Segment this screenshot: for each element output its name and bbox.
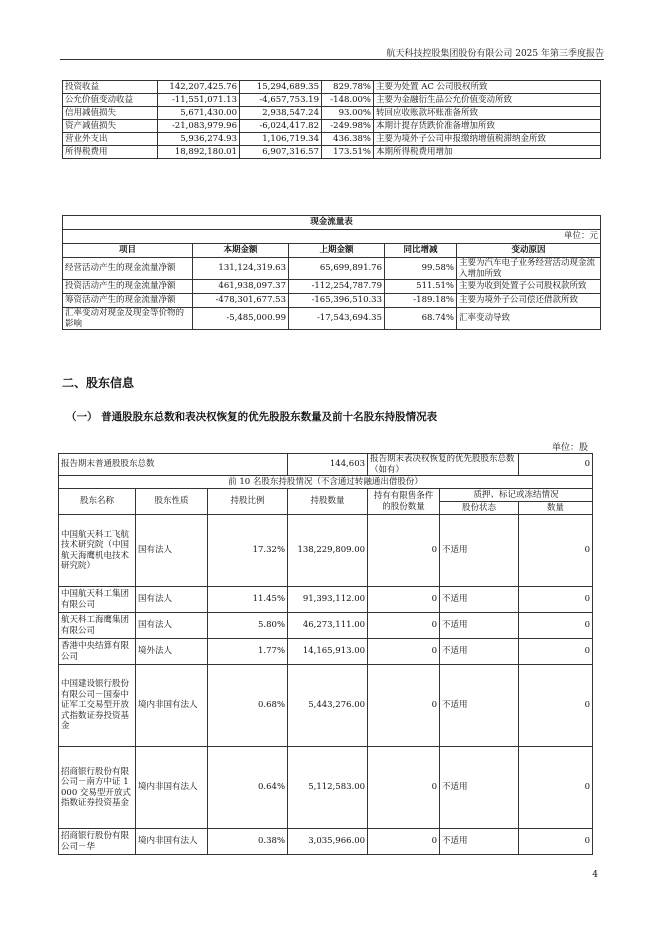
holder-amount: 0	[519, 747, 593, 829]
table-unit-row	[63, 230, 601, 244]
column-header: 上期金额	[289, 244, 385, 258]
holder-status: 不适用	[440, 665, 519, 747]
holder-ratio: 5.80%	[208, 613, 288, 639]
header-divider	[60, 59, 604, 60]
table-title-row	[63, 216, 601, 230]
table-row	[59, 515, 593, 587]
reason-cell: 本期所得税费用增加	[374, 146, 601, 159]
current-cell: -5,485,000.99	[193, 308, 289, 330]
shareholders-table	[58, 453, 593, 855]
holder-status: 不适用	[440, 515, 519, 587]
column-header: 变动原因	[457, 244, 601, 258]
holder-quantity: 46,273,111.00	[288, 613, 368, 639]
holder-name: 香港中央结算有限公司	[59, 639, 136, 665]
unit-label: 单位：股	[551, 443, 588, 453]
holder-ratio: 0.64%	[208, 747, 288, 829]
holder-nature: 境内非国有法人	[136, 665, 208, 747]
previous-cell: -17,543,694.35	[289, 308, 385, 330]
page-header: 航天科技控股集团股份有限公司 2025 年第三季度报告	[386, 49, 604, 59]
column-header: 数量	[519, 502, 593, 515]
subsection-heading: （一） 普通股股东总数和表决权恢复的优先股股东数量及前十名股东持股情况表	[66, 411, 438, 423]
change-cell: 99.58%	[385, 258, 457, 280]
income-changes-table	[62, 80, 601, 159]
cash-flow-table	[62, 215, 601, 330]
current-cell: 461,938,097.37	[193, 280, 289, 294]
previous-cell: -6,024,417.82	[240, 120, 322, 133]
previous-cell: -165,396,510.33	[289, 294, 385, 308]
holder-status: 不适用	[440, 613, 519, 639]
reason-cell: 主要为境外子公司偿还借款所致	[457, 294, 601, 308]
holder-restricted: 0	[368, 587, 440, 613]
current-cell: -478,301,677.53	[193, 294, 289, 308]
holder-nature: 境外法人	[136, 639, 208, 665]
item-cell: 营业外支出	[63, 133, 158, 146]
holder-name: 招商银行股份有限公司－华	[59, 829, 136, 855]
table-row	[63, 120, 601, 133]
table-row	[59, 639, 593, 665]
holder-restricted: 0	[368, 747, 440, 829]
current-cell: 131,124,319.63	[193, 258, 289, 280]
reason-cell: 主要为处置 AC 公司股权所致	[374, 81, 601, 94]
holder-ratio: 0.68%	[208, 665, 288, 747]
holder-quantity: 5,112,583.00	[288, 747, 368, 829]
column-header: 持有有限售条件的股份数量	[368, 489, 440, 515]
holder-ratio: 0.38%	[208, 829, 288, 855]
holder-status: 不适用	[440, 829, 519, 855]
holder-quantity: 14,165,913.00	[288, 639, 368, 665]
current-cell: 18,892,180.01	[158, 146, 240, 159]
holder-name: 中国航天科工飞航技术研究院（中国航天海鹰机电技术研究院）	[59, 515, 136, 587]
holder-status: 不适用	[440, 639, 519, 665]
column-header: 项目	[63, 244, 193, 258]
total-holders-value: 144,603	[288, 454, 368, 476]
column-header-group: 质押、标记或冻结情况	[440, 489, 593, 502]
holder-amount: 0	[519, 587, 593, 613]
column-header: 股东性质	[136, 489, 208, 515]
item-cell: 汇率变动对现金及现金等价物的影响	[63, 308, 193, 330]
item-cell: 公允价值变动收益	[63, 94, 158, 107]
current-cell: -21,083,979.96	[158, 120, 240, 133]
item-cell: 经营活动产生的现金流量净额	[63, 258, 193, 280]
current-cell: -11,551,071.13	[158, 94, 240, 107]
change-cell: 173.51%	[322, 146, 374, 159]
reason-cell: 主要为境外子公司申报缴纳增值税滞纳金所致	[374, 133, 601, 146]
table-row	[63, 94, 601, 107]
preferred-holders-value: 0	[519, 454, 593, 476]
column-header: 持股比例	[208, 489, 288, 515]
caption-row	[59, 476, 593, 489]
table-row	[63, 107, 601, 120]
previous-cell: 6,907,316.57	[240, 146, 322, 159]
current-cell: 142,207,425.76	[158, 81, 240, 94]
holder-name: 中国建设银行股份有限公司－国泰中证军工交易型开放式指数证券投资基金	[59, 665, 136, 747]
holder-nature: 境内非国有法人	[136, 829, 208, 855]
item-cell: 投资收益	[63, 81, 158, 94]
item-cell: 信用减值损失	[63, 107, 158, 120]
top10-caption: 前 10 名股东持股情况（不含通过转融通出借股份）	[59, 476, 593, 489]
column-header: 本期金额	[193, 244, 289, 258]
holder-quantity: 91,393,112.00	[288, 587, 368, 613]
reason-cell: 转回应收账款坏账准备所致	[374, 107, 601, 120]
page-number: 4	[592, 870, 598, 880]
holder-restricted: 0	[368, 829, 440, 855]
table-row	[63, 81, 601, 94]
table-row	[63, 133, 601, 146]
reason-cell: 主要为汽车电子业务经营活动现金流入增加所致	[457, 258, 601, 280]
column-header: 持股数量	[288, 489, 368, 515]
item-cell: 所得税费用	[63, 146, 158, 159]
table-row	[63, 308, 601, 330]
change-cell: 829.78%	[322, 81, 374, 94]
current-cell: 5,671,430.00	[158, 107, 240, 120]
holder-amount: 0	[519, 829, 593, 855]
holder-amount: 0	[519, 515, 593, 587]
previous-cell: 2,938,547.24	[240, 107, 322, 120]
holder-status: 不适用	[440, 587, 519, 613]
holder-name: 航天科工海鹰集团有限公司	[59, 613, 136, 639]
section-heading: 二、股东信息	[62, 376, 135, 390]
item-cell: 筹资活动产生的现金流量净额	[63, 294, 193, 308]
holder-nature: 国有法人	[136, 515, 208, 587]
current-cell: 5,936,274.93	[158, 133, 240, 146]
previous-cell: -112,254,787.79	[289, 280, 385, 294]
change-cell: 93.00%	[322, 107, 374, 120]
previous-cell: -4,657,753.19	[240, 94, 322, 107]
change-cell: -189.18%	[385, 294, 457, 308]
holder-name: 中国航天科工集团有限公司	[59, 587, 136, 613]
holder-nature: 国有法人	[136, 613, 208, 639]
holder-status: 不适用	[440, 747, 519, 829]
summary-row	[59, 454, 593, 476]
total-holders-label: 报告期末普通股股东总数	[59, 454, 288, 476]
holder-quantity: 5,443,276.00	[288, 665, 368, 747]
holder-ratio: 11.45%	[208, 587, 288, 613]
holder-name: 招商银行股份有限公司－南方中证 1000 交易型开放式指数证券投资基金	[59, 747, 136, 829]
holder-ratio: 1.77%	[208, 639, 288, 665]
table-header-row	[63, 244, 601, 258]
holder-restricted: 0	[368, 613, 440, 639]
cash-flow-title: 现金流量表	[63, 216, 601, 230]
holder-amount: 0	[519, 665, 593, 747]
preferred-holders-label: 报告期末表决权恢复的优先股股东总数（如有）	[368, 454, 519, 476]
holder-restricted: 0	[368, 515, 440, 587]
change-cell: 511.51%	[385, 280, 457, 294]
holder-nature: 境内非国有法人	[136, 747, 208, 829]
column-header: 同比增减	[385, 244, 457, 258]
holder-nature: 国有法人	[136, 587, 208, 613]
table-row	[59, 829, 593, 855]
holder-amount: 0	[519, 639, 593, 665]
table-row	[59, 613, 593, 639]
holder-quantity: 3,035,966.00	[288, 829, 368, 855]
change-cell: -148.00%	[322, 94, 374, 107]
table-row	[63, 146, 601, 159]
item-cell: 投资活动产生的现金流量净额	[63, 280, 193, 294]
previous-cell: 1,106,719.34	[240, 133, 322, 146]
holder-amount: 0	[519, 613, 593, 639]
table-header-row	[59, 489, 593, 502]
holder-ratio: 17.32%	[208, 515, 288, 587]
table-row	[59, 587, 593, 613]
item-cell: 资产减值损失	[63, 120, 158, 133]
column-header: 股份状态	[440, 502, 519, 515]
reason-cell: 主要为收到处置子公司股权款所致	[457, 280, 601, 294]
reason-cell: 汇率变动导致	[457, 308, 601, 330]
column-header: 股东名称	[59, 489, 136, 515]
table-row	[63, 258, 601, 280]
holder-quantity: 138,229,809.00	[288, 515, 368, 587]
change-cell: 68.74%	[385, 308, 457, 330]
reason-cell: 本期计提存货跌价准备增加所致	[374, 120, 601, 133]
holder-restricted: 0	[368, 665, 440, 747]
table-row	[59, 665, 593, 747]
table-row	[59, 747, 593, 829]
previous-cell: 65,699,891.76	[289, 258, 385, 280]
table-row	[63, 294, 601, 308]
change-cell: 436.38%	[322, 133, 374, 146]
reason-cell: 主要为金融衍生品公允价值变动所致	[374, 94, 601, 107]
cash-flow-unit: 单位：元	[63, 230, 601, 244]
previous-cell: 15,294,689.35	[240, 81, 322, 94]
change-cell: -249.98%	[322, 120, 374, 133]
table-row	[63, 280, 601, 294]
holder-restricted: 0	[368, 639, 440, 665]
